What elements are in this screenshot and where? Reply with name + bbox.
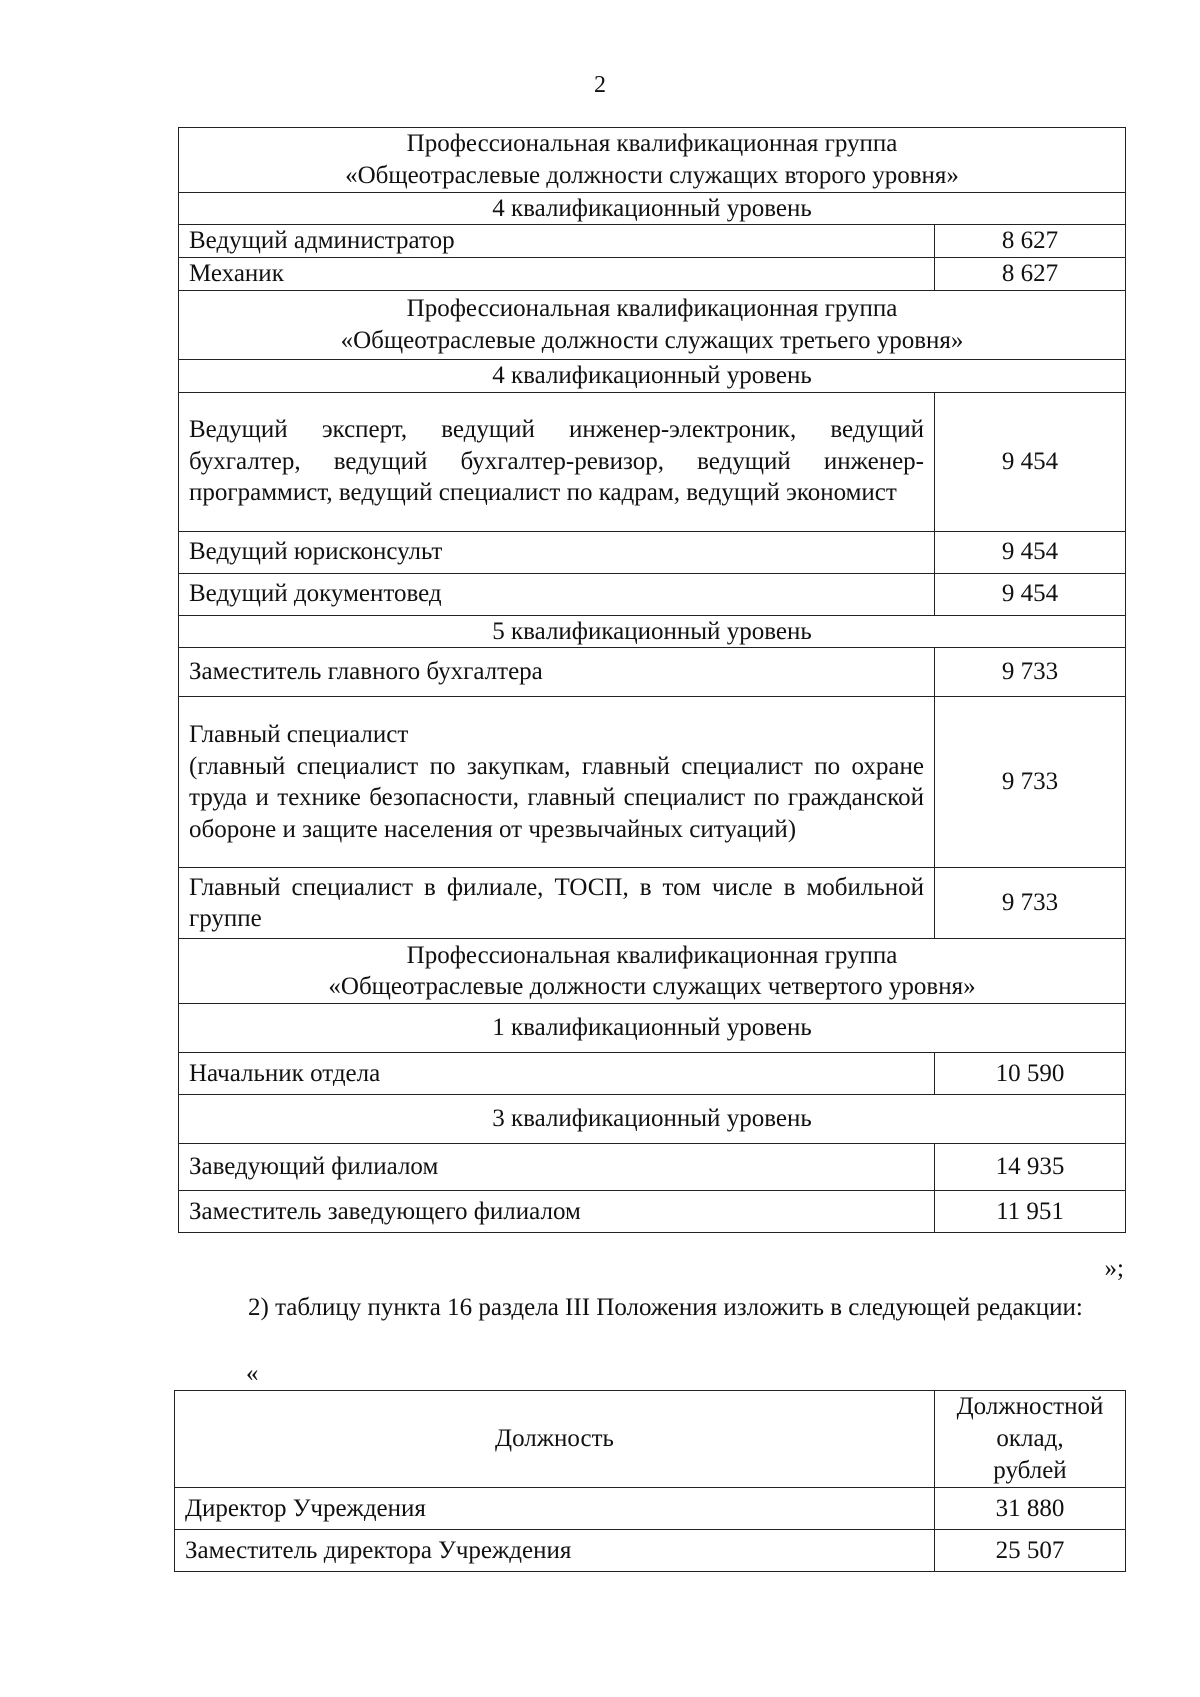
position-cell: Директор Учреждения bbox=[175, 1488, 935, 1530]
table-row bbox=[179, 1095, 1126, 1144]
position-cell: Механик bbox=[179, 258, 935, 291]
opening-quote: « bbox=[246, 1360, 259, 1387]
qualification-level-cell: 4 квалификационный уровень bbox=[179, 192, 1126, 225]
salary-cell: 9 454 bbox=[935, 531, 1126, 573]
qualification-level-cell: 1 квалификационный уровень bbox=[179, 1004, 1126, 1053]
salary-cell: 9 733 bbox=[935, 648, 1126, 697]
salary-grade-table bbox=[178, 127, 1126, 1233]
table-row bbox=[179, 648, 1126, 697]
qualification-group-cell: Профессиональная квалификационная группа «Общеотраслевые должности служащих третьего уровня» bbox=[179, 290, 1126, 359]
qualification-group-cell: Профессиональная квалификационная группа «Общеотраслевые должности служащих второго уровня» bbox=[179, 128, 1126, 193]
salary-header: Должностной оклад, рублей bbox=[935, 1391, 1126, 1488]
qualification-group-cell: Профессиональная квалификационная группа «Общеотраслевые должности служащих четвертого уровня» bbox=[179, 939, 1126, 1004]
page-number: 2 bbox=[594, 72, 606, 98]
salary-cell: 11 951 bbox=[935, 1191, 1126, 1233]
position-header: Должность bbox=[175, 1391, 935, 1488]
table-row bbox=[179, 615, 1126, 648]
table-row bbox=[179, 1053, 1126, 1095]
table-row bbox=[175, 1488, 1126, 1530]
closing-quote: »; bbox=[1104, 1255, 1124, 1282]
salary-cell: 9 733 bbox=[935, 697, 1126, 868]
salary-cell: 10 590 bbox=[935, 1053, 1126, 1095]
table-row bbox=[179, 1004, 1126, 1053]
position-cell: Заместитель заведующего филиалом bbox=[179, 1191, 935, 1233]
salary-cell: 9 733 bbox=[935, 868, 1126, 939]
position-cell: Ведущий юрисконсульт bbox=[179, 531, 935, 573]
salary-cell: 8 627 bbox=[935, 225, 1126, 258]
qualification-level-cell: 3 квалификационный уровень bbox=[179, 1095, 1126, 1144]
qualification-level-cell: 4 квалификационный уровень bbox=[179, 359, 1126, 392]
position-cell: Ведущий эксперт, ведущий инженер-электроник, ведущий бухгалтер, ведущий бухгалтер-ревизор, ведущий инженер-программист, ведущий специалист по кадрам, ведущий экономист bbox=[179, 392, 935, 531]
salary-cell: 14 935 bbox=[935, 1144, 1126, 1191]
executive-salary-table bbox=[174, 1390, 1126, 1572]
table-row bbox=[179, 697, 1126, 868]
position-cell: Ведущий администратор bbox=[179, 225, 935, 258]
salary-cell: 8 627 bbox=[935, 258, 1126, 291]
table-row bbox=[179, 290, 1126, 359]
amendment-paragraph: 2) таблицу пункта 16 раздела III Положения изложить в следующей редакции: bbox=[248, 1294, 1083, 1321]
table-row bbox=[175, 1530, 1126, 1572]
position-cell: Главный специалист в филиале, ТОСП, в том числе в мобильной группе bbox=[179, 868, 935, 939]
salary-cell: 31 880 bbox=[935, 1488, 1126, 1530]
position-cell: Заведующий филиалом bbox=[179, 1144, 935, 1191]
table-header-row bbox=[175, 1391, 1126, 1488]
position-cell: Ведущий документовед bbox=[179, 573, 935, 615]
table-row bbox=[179, 192, 1126, 225]
table-row bbox=[179, 573, 1126, 615]
table-row bbox=[179, 128, 1126, 193]
table-row bbox=[179, 1144, 1126, 1191]
table-row bbox=[179, 868, 1126, 939]
table-row bbox=[179, 939, 1126, 1004]
table-row bbox=[179, 1191, 1126, 1233]
qualification-level-cell: 5 квалификационный уровень bbox=[179, 615, 1126, 648]
table-row bbox=[179, 531, 1126, 573]
position-cell: Начальник отдела bbox=[179, 1053, 935, 1095]
table-row bbox=[179, 225, 1126, 258]
table-row bbox=[179, 359, 1126, 392]
table-row bbox=[179, 392, 1126, 531]
salary-cell: 9 454 bbox=[935, 573, 1126, 615]
position-cell: Заместитель директора Учреждения bbox=[175, 1530, 935, 1572]
salary-cell: 9 454 bbox=[935, 392, 1126, 531]
position-cell: Главный специалист (главный специалист по закупкам, главный специалист по охране труда и технике безопасности, главный специалист по гражданской обороне и защите населения от чрезвычайных ситуаций) bbox=[179, 697, 935, 868]
salary-cell: 25 507 bbox=[935, 1530, 1126, 1572]
position-cell: Заместитель главного бухгалтера bbox=[179, 648, 935, 697]
table-row bbox=[179, 258, 1126, 291]
